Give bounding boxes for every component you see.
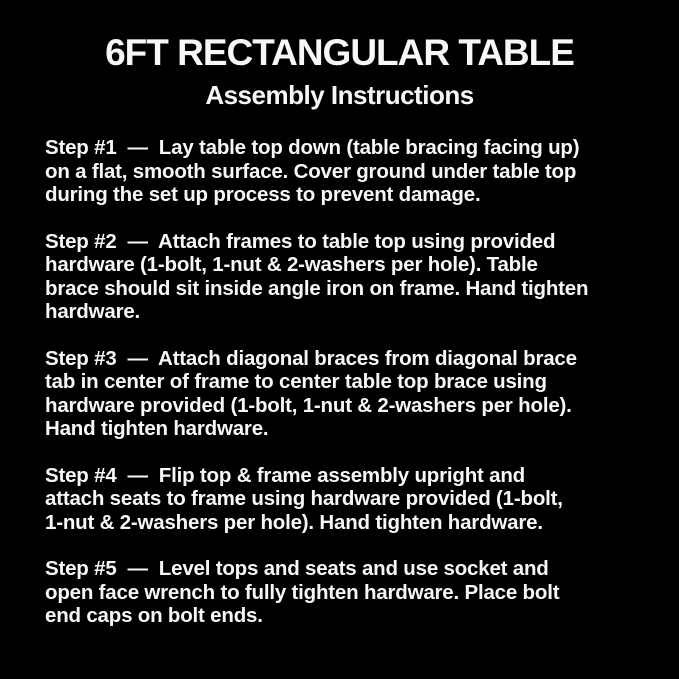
step-2-line-4: hardware. [45, 300, 141, 323]
step-4 [45, 464, 659, 535]
page-subtitle: Assembly Instructions [205, 80, 474, 110]
step-5-line-2: open face wrench to fully tighten hardware. Place bolt [45, 580, 560, 604]
step-2-line-1: Step #2 — Attach frames to table top using provided [45, 229, 556, 253]
step-2-line-2: hardware (1-bolt, 1-nut & 2-washers per hole). Table [45, 253, 538, 276]
step-4-line-1: Step #4 — Flip top & frame assembly upright and [45, 463, 526, 487]
steps-list [0, 136, 679, 628]
step-1-line-2: on a flat, smooth surface. Cover ground under table top [45, 159, 577, 183]
step-1-line-1: Step #1 — Lay table top down (table bracing facing up) [45, 136, 580, 159]
step-5-line-1: Step #5 — Level tops and seats and use socket and [45, 557, 549, 580]
step-2-line-3: brace should sit inside angle iron on frame. Hand tighten [45, 276, 589, 300]
step-3-line-1: Step #3 — Attach diagonal braces from diagonal brace [45, 346, 577, 370]
step-5-line-3: end caps on bolt ends. [45, 604, 263, 627]
step-5 [45, 557, 659, 628]
step-3 [45, 347, 659, 441]
step-3-line-4: Hand tighten hardware. [45, 417, 269, 440]
page-title: 6FT RECTANGULAR TABLE [105, 32, 574, 73]
step-4-line-2: attach seats to frame using hardware provided (1-bolt, [45, 487, 563, 510]
step-3-line-3: hardware provided (1-bolt, 1-nut & 2-washers per hole). [45, 393, 572, 417]
step-4-line-3: 1-nut & 2-washers per hole). Hand tighten hardware. [45, 510, 543, 534]
step-1 [45, 136, 659, 207]
step-1-line-3: during the set up process to prevent damage. [45, 183, 481, 206]
step-3-line-2: tab in center of frame to center table top brace using [45, 370, 547, 393]
step-2 [45, 230, 659, 324]
